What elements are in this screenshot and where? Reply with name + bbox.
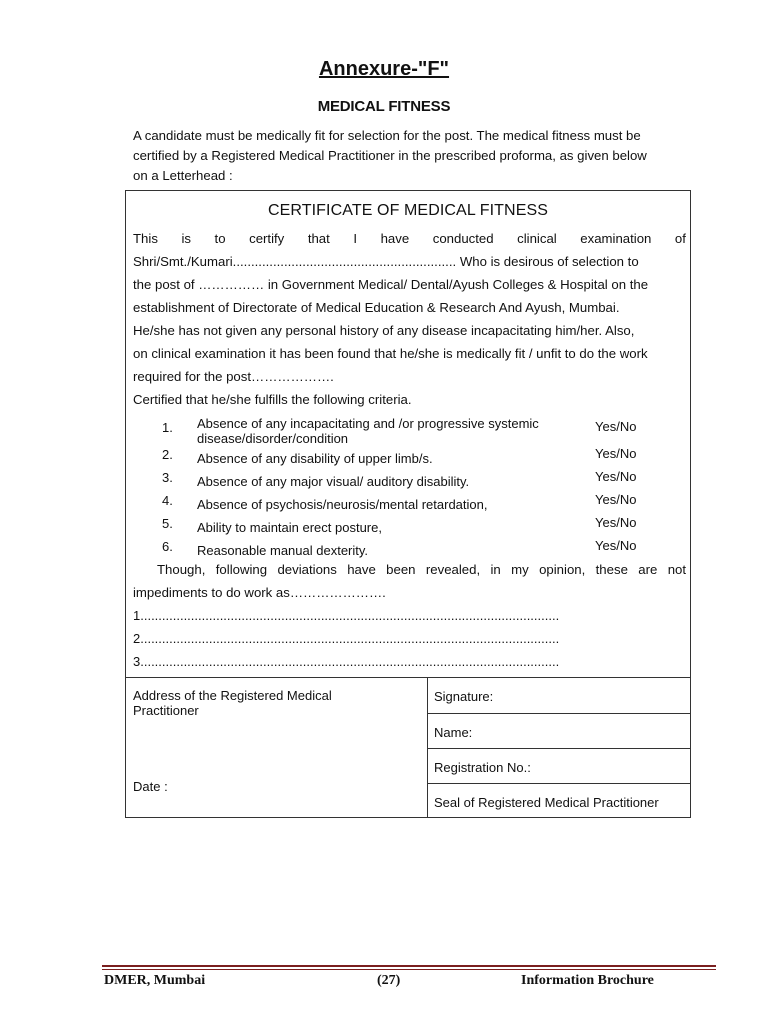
criteria-text: Absence of any incapacitating and /or progressive systemic disease/disorder/condition bbox=[197, 416, 539, 446]
deviation-line-word: following bbox=[215, 562, 268, 577]
certificate-line-7: required for the post………………. bbox=[133, 369, 334, 384]
certify-line-word: clinical bbox=[517, 231, 557, 246]
certify-line-word: is bbox=[181, 231, 191, 246]
blank-line[interactable]: 1.................................................................................................................... bbox=[133, 608, 560, 623]
footer-rule bbox=[102, 969, 716, 970]
certify-line-word: conducted bbox=[432, 231, 494, 246]
criteria-text: Reasonable manual dexterity. bbox=[197, 543, 369, 558]
address-cell bbox=[126, 678, 428, 818]
criteria-answer: Yes/No bbox=[595, 538, 637, 553]
deviation-line-word: have bbox=[347, 562, 376, 577]
page-subtitle: MEDICAL FITNESS bbox=[317, 98, 451, 115]
intro-line: on a Letterhead : bbox=[133, 168, 233, 183]
deviation-line-word: revealed, bbox=[425, 562, 481, 577]
certify-line-word: I bbox=[353, 231, 358, 246]
name-cell: Name: bbox=[428, 713, 690, 748]
certify-line-word: This bbox=[133, 231, 158, 246]
deviation-line-word: not bbox=[667, 562, 686, 577]
deviation-line-word: opinion, bbox=[539, 562, 586, 577]
certify-line-word: examination bbox=[580, 231, 652, 246]
criteria-answer: Yes/No bbox=[595, 446, 637, 461]
certificate-line-5: He/she has not given any personal history of any disease incapacitating him/her. Also, bbox=[133, 323, 635, 338]
criteria-answer: Yes/No bbox=[595, 492, 637, 507]
registration-cell: Registration No.: bbox=[428, 748, 690, 783]
certificate-line-3: the post of …………… in Government Medical/ Dental/Ayush Colleges & Hospital on the bbox=[133, 277, 649, 292]
certificate-box bbox=[125, 190, 691, 818]
deviation-line-word: these bbox=[595, 562, 628, 577]
blank-line[interactable]: 3.................................................................................................................... bbox=[133, 654, 560, 669]
certificate-line-6: on clinical examination it has been found that he/she is medically fit / unfit to do the work bbox=[133, 346, 648, 361]
certificate-line-4: establishment of Directorate of Medical Education & Research And Ayush, Mumbai. bbox=[133, 300, 620, 315]
certificate-line-1 bbox=[133, 231, 686, 249]
deviation-line-word: are bbox=[638, 562, 658, 577]
signature-table bbox=[126, 677, 690, 818]
deviation-line-word: Though, bbox=[157, 562, 206, 577]
deviation-line-word: my bbox=[511, 562, 529, 577]
date-label: Date : bbox=[133, 779, 168, 794]
certificate-title: CERTIFICATE OF MEDICAL FITNESS bbox=[267, 202, 549, 219]
certify-line-word: of bbox=[674, 231, 686, 246]
certify-line-word: certify bbox=[249, 231, 285, 246]
seal-cell: Seal of Registered Medical Practitioner bbox=[428, 783, 690, 818]
criteria-answer: Yes/No bbox=[595, 419, 637, 434]
criteria-text: Absence of any major visual/ auditory disability. bbox=[197, 474, 470, 489]
intro-line: certified by a Registered Medical Practitioner in the prescribed proforma, as given below bbox=[133, 148, 647, 163]
certify-line-word: to bbox=[214, 231, 226, 246]
deviation-line-2: impediments to do work as…………………. bbox=[133, 585, 386, 600]
address-label: Address of the Registered Medical Practitioner bbox=[133, 688, 332, 718]
deviation-line-word: been bbox=[386, 562, 416, 577]
certificate-line-8: Certified that he/she fulfills the following criteria. bbox=[133, 392, 412, 407]
criteria-answer: Yes/No bbox=[595, 469, 637, 484]
criteria-number: 5. bbox=[162, 516, 173, 531]
criteria-text: Ability to maintain erect posture, bbox=[197, 520, 382, 535]
criteria-number: 1. bbox=[162, 420, 173, 435]
intro-paragraph bbox=[133, 126, 689, 186]
criteria-text: Absence of any disability of upper limb/s. bbox=[197, 451, 433, 466]
criteria-answer: Yes/No bbox=[595, 515, 637, 530]
criteria-text: Absence of psychosis/neurosis/mental retardation, bbox=[197, 497, 488, 512]
deviation-line-word: in bbox=[490, 562, 501, 577]
blank-line[interactable]: 2.................................................................................................................... bbox=[133, 631, 560, 646]
criteria-number: 3. bbox=[162, 470, 173, 485]
deviation-line-word: deviations bbox=[277, 562, 337, 577]
page-title: Annexure-"F" bbox=[318, 58, 450, 80]
certify-line-word: that bbox=[307, 231, 330, 246]
intro-line: A candidate must be medically fit for selection for the post. The medical fitness must be bbox=[133, 128, 641, 143]
certify-line-word: have bbox=[380, 231, 410, 246]
deviation-line-1 bbox=[157, 562, 686, 580]
criteria-number: 6. bbox=[162, 539, 173, 554]
criteria-number: 4. bbox=[162, 493, 173, 508]
signature-cell: Signature: bbox=[434, 689, 494, 704]
footer-left: DMER, Mumbai bbox=[104, 973, 206, 988]
footer-page-number: (27) bbox=[377, 973, 401, 988]
certificate-line-2: Shri/Smt./Kumari............................................................. Who is desirous of selection to bbox=[133, 254, 639, 269]
footer-rule bbox=[102, 965, 716, 967]
criteria-number: 2. bbox=[162, 447, 173, 462]
footer-right: Information Brochure bbox=[521, 973, 654, 988]
